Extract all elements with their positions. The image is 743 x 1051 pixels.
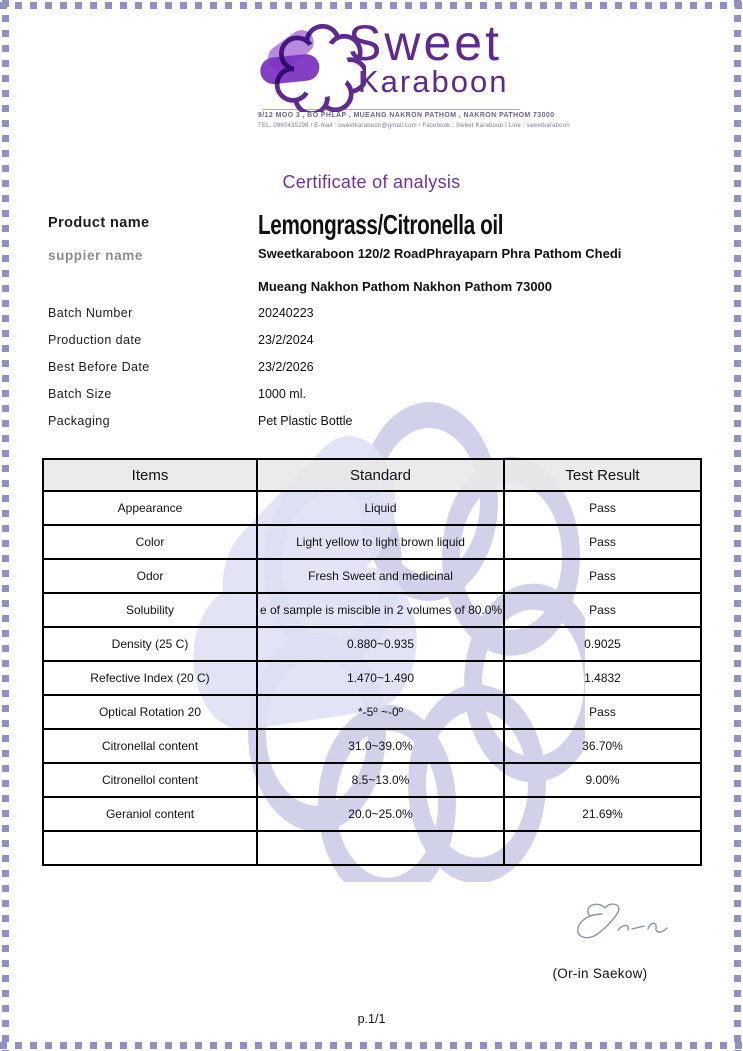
table-cell — [504, 627, 701, 661]
table-cell-text: Pass — [589, 501, 616, 515]
table-cell — [504, 593, 701, 627]
field-label: Production date — [48, 333, 142, 347]
table-cell-text: 20.0~25.0% — [348, 807, 413, 821]
table-cell — [43, 559, 257, 593]
table-cell — [43, 491, 257, 525]
field-label: Product name — [48, 215, 150, 231]
table-cell — [504, 661, 701, 695]
table-cell-text: Citronellol content — [101, 773, 199, 787]
table-cell-text: Odor — [136, 569, 164, 583]
signer-name: (Or-in Saekow) — [552, 966, 648, 981]
field-label: Best Before Date — [48, 360, 150, 374]
field-list — [48, 210, 698, 441]
table-cell — [43, 797, 257, 831]
table-cell-text: *-5º ~-0º — [357, 705, 404, 719]
column-header-standard: Standard — [257, 459, 504, 491]
table-cell — [257, 729, 504, 763]
table-cell-text: 0.9025 — [584, 637, 621, 651]
page-border-top — [0, 2, 743, 9]
field-value-line: Mueang Nakhon Pathom Nakhon Pathom 73000 — [258, 279, 553, 294]
table-cell-text: 1.470~1.490 — [346, 671, 415, 685]
table-cell-text: e of sample is miscible in 2 volumes of 80.0% — [260, 603, 503, 617]
page-border-bottom — [0, 1042, 743, 1049]
table-cell — [504, 525, 701, 559]
table-cell-text: 1.4832 — [584, 671, 621, 685]
table-row — [43, 559, 701, 593]
table-row — [43, 797, 701, 831]
table-row — [43, 831, 701, 865]
table-cell — [504, 559, 701, 593]
brand-line2: Karaboon — [358, 64, 509, 99]
field-value: 20240223 — [258, 306, 314, 320]
table-cell-text: Solubility — [125, 603, 175, 617]
field-row-packaging — [48, 414, 698, 441]
table-cell-text: 36.70% — [582, 739, 623, 753]
table-cell — [43, 661, 257, 695]
table-cell — [43, 695, 257, 729]
company-contact: TEL. 0960435298 / E-mail : sweetkaraboon@gmail.com / Facebook : Sweet Karaboon / Line : sweetkaraboon — [258, 123, 570, 129]
document-title: Certificate of analysis — [282, 172, 461, 192]
field-label: Batch Number — [48, 306, 133, 320]
table-cell-text: Geraniol content — [105, 807, 195, 821]
table-cell-text: Pass — [589, 535, 616, 549]
table-cell — [43, 763, 257, 797]
table-cell-text: 0.880~0.935 — [346, 637, 415, 651]
table-row — [43, 695, 701, 729]
table-cell — [257, 525, 504, 559]
table-cell — [43, 627, 257, 661]
field-row-best-before-date — [48, 360, 698, 387]
table-row — [43, 627, 701, 661]
field-row-production-date — [48, 333, 698, 360]
field-value — [258, 246, 621, 312]
table-cell-text: Fresh Sweet and medicinal — [308, 569, 453, 583]
table-cell — [504, 831, 701, 865]
table-cell-text: 21.69% — [582, 807, 623, 821]
field-label: Batch Size — [48, 387, 112, 401]
table-cell-text: Citronellal content — [101, 739, 199, 753]
table-cell — [504, 729, 701, 763]
field-value: Lemongrass/Citronella oil — [258, 209, 504, 240]
field-row-suppier-name — [48, 246, 698, 306]
field-value: 1000 ml. — [258, 387, 306, 401]
table-cell-text: Optical Rotation 20 — [98, 705, 202, 719]
field-row-product-name — [48, 210, 698, 246]
signature-scribble — [560, 898, 680, 960]
page-border-left — [2, 0, 9, 1051]
table-row — [43, 763, 701, 797]
table-cell — [257, 797, 504, 831]
table-cell — [257, 763, 504, 797]
table-cell-text: 9.00% — [585, 773, 620, 787]
logo-divider — [262, 109, 520, 110]
company-address: 9/12 MOO 3 , BO PHLAP , MUEANG NAKRON PATHOM , NAKRON PATHOM 73000 — [258, 112, 555, 119]
table-row — [43, 729, 701, 763]
field-value: Pet Plastic Bottle — [258, 414, 353, 428]
table-cell — [43, 831, 257, 865]
table-cell — [257, 593, 504, 627]
table-cell-text: Pass — [589, 705, 616, 719]
brand-line1: Sweet — [348, 15, 502, 71]
table-cell — [257, 627, 504, 661]
table-cell-text: Appearance — [117, 501, 183, 515]
field-value-line: Sweetkaraboon 120/2 RoadPhrayaparn Phra Pathom Chedi — [258, 246, 622, 261]
field-row-batch-size — [48, 387, 698, 414]
table-row — [43, 525, 701, 559]
table-row — [43, 593, 701, 627]
table-cell-text: Light yellow to light brown liquid — [296, 535, 465, 549]
table-cell-text: Density (25 C) — [111, 637, 189, 651]
page-border-right — [734, 0, 741, 1051]
brand-name — [348, 15, 538, 99]
table-cell — [257, 695, 504, 729]
table-cell-text: Refective Index (20 C) — [90, 671, 210, 685]
table-row — [43, 661, 701, 695]
field-label: suppier name — [48, 248, 143, 263]
column-header-items: Items — [43, 459, 257, 491]
table-cell — [257, 559, 504, 593]
table-cell — [257, 831, 504, 865]
analysis-table — [42, 458, 702, 866]
table-cell-text: Liquid — [364, 501, 397, 515]
table-cell — [43, 525, 257, 559]
table-cell-text: 31.0~39.0% — [348, 739, 413, 753]
table-cell — [43, 729, 257, 763]
table-row — [43, 491, 701, 525]
table-cell — [504, 695, 701, 729]
table-cell-text: Color — [135, 535, 165, 549]
table-cell-text: 8.5~13.0% — [351, 773, 410, 787]
table-cell — [257, 491, 504, 525]
table-cell — [504, 797, 701, 831]
table-cell-text: Pass — [589, 603, 616, 617]
column-header-test-result: Test Result — [504, 459, 701, 491]
field-value: 23/2/2024 — [258, 333, 314, 347]
table-header-row — [43, 459, 701, 491]
table-cell — [43, 593, 257, 627]
field-label: Packaging — [48, 414, 110, 428]
field-value: 23/2/2026 — [258, 360, 314, 374]
table-cell — [504, 763, 701, 797]
table-cell-text: Pass — [589, 569, 616, 583]
table-cell — [257, 661, 504, 695]
table-cell — [504, 491, 701, 525]
page-number: p.1/1 — [357, 1012, 386, 1026]
